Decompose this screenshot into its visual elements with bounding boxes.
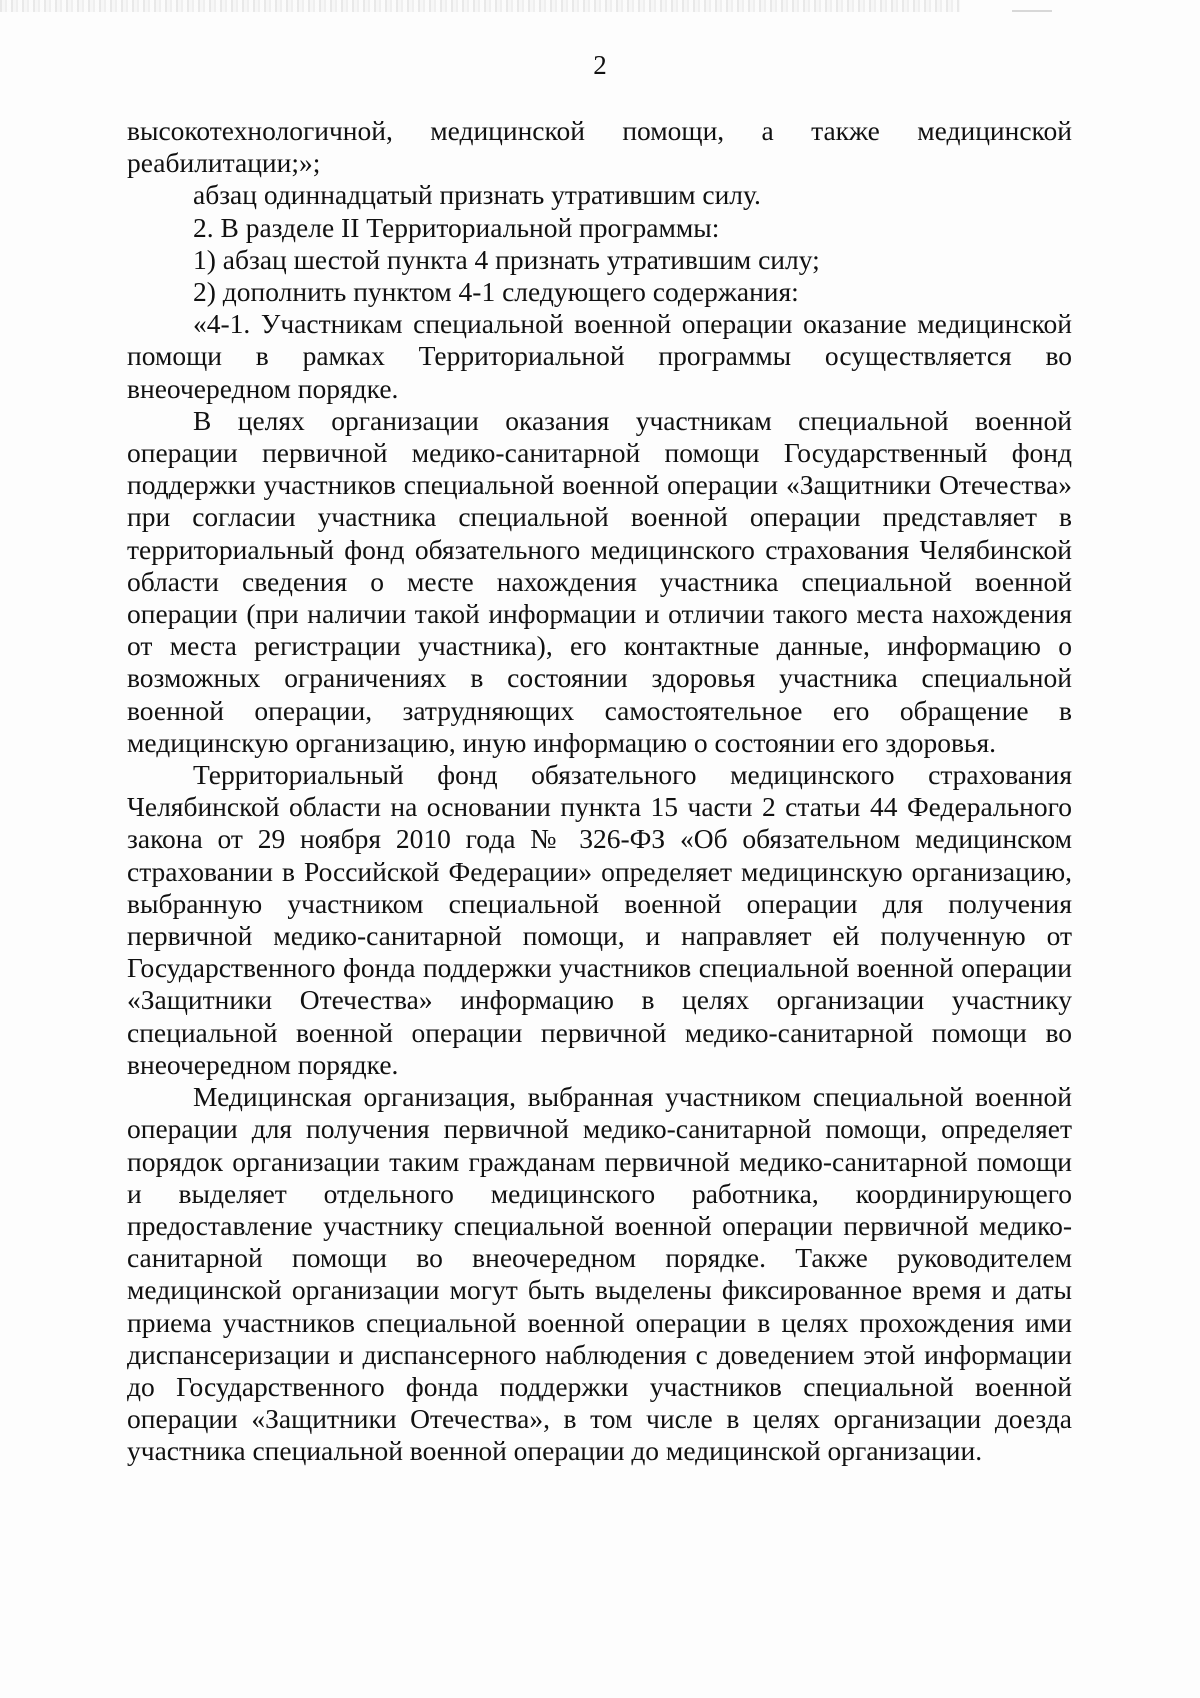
scan-mark-artifact [1012, 10, 1052, 12]
paragraph-7: В целях организации оказания участникам специальной военной операции первичной медико-санитарной помощи Государственный фонд поддержки участников специальной военной операции «Защитники Отечества» при согласии участника специальной военной операции представляет в территориальный фонд обязательного медицинского страхования Челябинской области сведения о месте нахождения участника специальной военной операции (при наличии такой информации и отличии такого места нахождения от места регистрации участника), его контактные данные, информацию о возможных ограничениях в состоянии здоровья участника специальной военной операции, затрудняющих самостоятельное его обращение в медицинскую организацию, иную информацию о состоянии его здоровья. [127, 404, 1072, 758]
paragraph-3: 2. В разделе II Территориальной программы: [193, 211, 720, 243]
scan-edge-artifact [0, 0, 960, 12]
paragraph-8: Территориальный фонд обязательного медицинского страхования Челябинской области на основании пункта 15 части 2 статьи 44 Федерального закона от 29 ноября 2010 года № 326-ФЗ «Об обязательном медицинском страховании в Российской Федерации» определяет медицинскую организацию, выбранную участником специальной военной операции для получения первичной медико-санитарной помощи, и направляет ей полученную от Государственного фонда поддержки участников специальной военной операции «Защитники Отечества» информацию в целях организации участнику специальной военной операции первичной медико-санитарной помощи во внеочередном порядке. [127, 759, 1072, 1080]
paragraph-9: Медицинская организация, выбранная участником специальной военной операции для получения первичной медико-санитарной помощи, определяет порядок организации таким гражданам первичной медико-санитарной помощи и выделяет отдельного медицинского работника, координирующего предоставление участнику специальной военной операции первичной медико-санитарной помощи во внеочередном порядке. Также руководителем медицинской организации могут быть выделены фиксированное время и даты приема участников специальной военной операции в целях прохождения ими диспансеризации и диспансерного наблюдения с доведением этой информации до Государственного фонда поддержки участников специальной военной операции «Защитники Отечества», в том числе в целях организации доезда участника специальной военной операции до медицинской организации. [127, 1081, 1072, 1467]
page-number: 2 [593, 50, 607, 80]
paragraph-1: высокотехнологичной, медицинской помощи, а также медицинской реабилитации;»; [127, 115, 1072, 179]
paragraph-4: 1) абзац шестой пункта 4 признать утратившим силу; [193, 243, 820, 275]
document-body [127, 115, 1072, 1468]
paragraph-5: 2) дополнить пунктом 4-1 следующего содержания: [193, 276, 799, 308]
paragraph-6: «4-1. Участникам специальной военной операции оказание медицинской помощи в рамках Территориальной программы осуществляется во внеочередном порядке. [127, 308, 1072, 404]
paragraph-2: абзац одиннадцатый признать утратившим силу. [193, 179, 761, 211]
